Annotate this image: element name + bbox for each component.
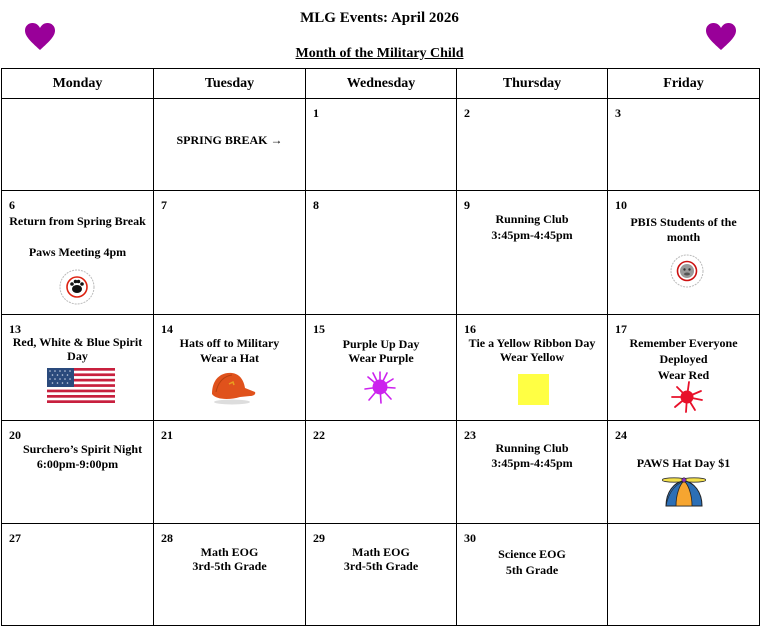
day-number: 6 [9, 198, 15, 212]
day-number: 8 [313, 198, 319, 212]
school-bulldog-logo-icon [670, 254, 704, 288]
day-cell [306, 524, 457, 626]
event-surcheros-time: 6:00pm-9:00pm [36, 457, 119, 471]
day-cell [457, 99, 608, 191]
day-number: 28 [161, 531, 173, 545]
day-cell [457, 421, 608, 524]
weekday-header-row [2, 69, 760, 99]
heart-icon [706, 23, 736, 51]
day-number: 2 [464, 106, 470, 120]
weekday-thursday: Thursday [457, 69, 608, 99]
event-pbis-students: PBIS Students of the [630, 215, 737, 229]
day-cell [457, 315, 608, 421]
day-number: 13 [9, 322, 21, 336]
event-spring-break: SPRING BREAK → [176, 133, 283, 147]
day-cell [306, 315, 457, 421]
purple-splat-icon [363, 370, 397, 404]
day-number: 29 [313, 531, 325, 545]
week-row [2, 421, 760, 524]
day-number: 10 [615, 198, 627, 212]
day-cell [154, 99, 306, 191]
event-math-eog-grade: 3rd-5th Grade [192, 559, 267, 573]
event-running-club-time: 3:45pm-4:45pm [491, 456, 573, 470]
event-purple-up-day: Purple Up Day [342, 337, 420, 351]
week-row [2, 315, 760, 421]
calendar-grid [1, 68, 760, 626]
week-row [2, 524, 760, 626]
day-cell [457, 524, 608, 626]
day-cell [154, 191, 306, 315]
day-cell [608, 191, 760, 315]
event-remember-everyone: Remember Everyone [629, 336, 738, 350]
event-wear-yellow: Wear Yellow [499, 350, 565, 364]
day-cell [2, 191, 154, 315]
event-math-eog: Math EOG [200, 545, 259, 559]
week-row [2, 99, 760, 191]
day-number: 23 [464, 428, 476, 442]
us-flag-icon [47, 368, 115, 403]
day-cell [306, 191, 457, 315]
day-cell [154, 524, 306, 626]
event-wear-red: Wear Red [657, 368, 710, 382]
weekday-friday: Friday [608, 69, 760, 99]
event-surcheros-spirit-night: Surchero’s Spirit Night [22, 442, 143, 456]
paws-school-logo-icon [59, 269, 95, 305]
day-number: 21 [161, 428, 173, 442]
event-return-from-spring-break: Return from Spring Break [9, 214, 146, 228]
day-cell [2, 421, 154, 524]
day-cell [2, 99, 154, 191]
weekday-wednesday: Wednesday [306, 69, 457, 99]
orange-cap-icon [208, 370, 258, 405]
day-cell [154, 315, 306, 421]
day-number: 30 [464, 531, 476, 545]
page-subtitle: Month of the Military Child [295, 46, 464, 61]
event-red-white-blue-line2: Day [67, 349, 88, 363]
event-paws-hat-day: PAWS Hat Day $1 [636, 456, 731, 470]
day-number: 17 [615, 322, 627, 336]
calendar-title-bar [1, 1, 758, 69]
day-cell [306, 99, 457, 191]
event-math-eog-grade: 3rd-5th Grade [343, 559, 419, 573]
day-cell [306, 421, 457, 524]
day-cell [154, 421, 306, 524]
event-paws-meeting: Paws Meeting 4pm [28, 245, 127, 259]
day-number: 27 [9, 531, 21, 545]
event-running-club: Running Club [495, 212, 569, 226]
day-number: 24 [615, 428, 627, 442]
event-science-eog-grade: 5th Grade [505, 563, 559, 577]
yellow-square-icon [518, 374, 549, 405]
day-cell [608, 315, 760, 421]
day-cell [457, 191, 608, 315]
event-running-club: Running Club [495, 441, 569, 455]
day-number: 9 [464, 198, 470, 212]
week-row [2, 191, 760, 315]
event-running-club-time: 3:45pm-4:45pm [491, 228, 573, 242]
event-deployed: Deployed [659, 352, 708, 366]
day-number: 14 [161, 322, 173, 336]
day-number: 16 [464, 322, 476, 336]
weekday-tuesday: Tuesday [154, 69, 306, 99]
event-wear-a-hat: Wear a Hat [199, 351, 260, 365]
event-pbis-students-line2: month [666, 230, 701, 244]
weekday-monday: Monday [2, 69, 154, 99]
day-cell [608, 524, 760, 626]
day-number: 22 [313, 428, 325, 442]
page-title: MLG Events: April 2026 [300, 10, 459, 26]
day-cell [2, 524, 154, 626]
event-yellow-ribbon-day: Tie a Yellow Ribbon Day [468, 336, 596, 350]
event-hats-off: Hats off to Military [179, 336, 280, 350]
day-number: 1 [313, 106, 319, 120]
propeller-hat-icon [662, 474, 706, 508]
day-number: 7 [161, 198, 167, 212]
red-splat-icon [671, 381, 703, 413]
day-cell [608, 421, 760, 524]
day-number: 15 [313, 322, 325, 336]
day-cell [608, 99, 760, 191]
event-math-eog: Math EOG [352, 545, 410, 559]
event-science-eog: Science EOG [498, 547, 566, 561]
day-number: 20 [9, 428, 21, 442]
event-wear-purple: Wear Purple [348, 351, 414, 365]
day-cell [2, 315, 154, 421]
event-red-white-blue: Red, White & Blue Spirit [12, 335, 143, 349]
day-number: 3 [615, 106, 621, 120]
